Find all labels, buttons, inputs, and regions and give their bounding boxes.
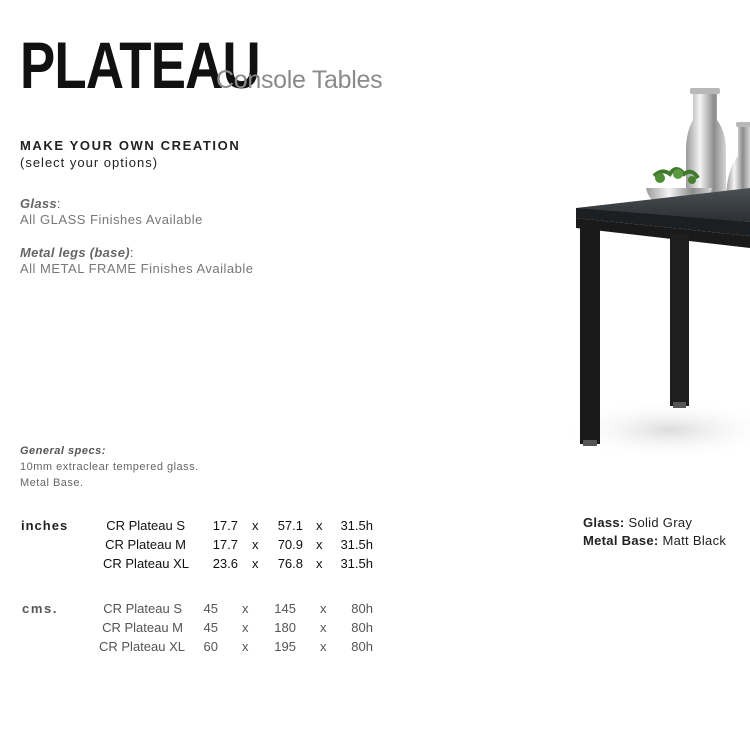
legs-option-label: Metal legs (base): (20, 245, 134, 260)
dim-width: 45 (203, 601, 218, 616)
glass-option-text: All GLASS Finishes Available (20, 212, 203, 227)
dim-separator: x (242, 620, 249, 635)
dim-height: 80h (351, 639, 373, 654)
dim-length: 57.1 (277, 518, 303, 533)
dim-height: 80h (351, 620, 373, 635)
dim-separator: x (320, 601, 327, 616)
dim-length: 76.8 (277, 556, 303, 571)
caption-metal-base: Metal Base: Matt Black (583, 533, 727, 548)
legs-option-text: All METAL FRAME Finishes Available (20, 261, 254, 276)
options-heading: MAKE YOUR OWN CREATION (20, 138, 241, 153)
product-image (550, 70, 750, 490)
dim-height: 80h (351, 601, 373, 616)
dim-width: 17.7 (212, 537, 238, 552)
dim-width: 17.7 (212, 518, 238, 533)
dim-length: 195 (274, 639, 296, 654)
dim-length: 145 (274, 601, 296, 616)
dim-length: 180 (274, 620, 296, 635)
model-name: CR Plateau M (105, 537, 186, 552)
options-subheading: (select your options) (20, 155, 159, 170)
dim-separator: x (252, 537, 259, 552)
dim-separator: x (242, 639, 249, 654)
model-name: CR Plateau M (102, 620, 183, 635)
dim-separator: x (320, 620, 327, 635)
dim-separator: x (252, 518, 259, 533)
dim-separator: x (316, 537, 323, 552)
dim-width: 23.6 (212, 556, 238, 571)
model-name: CR Plateau S (106, 518, 185, 533)
leg-foot (583, 440, 597, 446)
dim-height: 31.5h (340, 537, 373, 552)
dim-width: 45 (203, 620, 218, 635)
leg-foot (673, 402, 686, 408)
dim-separator: x (252, 556, 259, 571)
dim-length: 70.9 (277, 537, 303, 552)
dim-separator: x (242, 601, 249, 616)
caption-glass: Glass: Solid Gray (583, 515, 693, 530)
dim-height: 31.5h (340, 556, 373, 571)
dim-separator: x (316, 556, 323, 571)
model-name: CR Plateau XL (103, 556, 189, 571)
spec-line: 10mm extraclear tempered glass. (20, 461, 199, 473)
dim-height: 31.5h (340, 518, 373, 533)
brand-title: PLATEAU (20, 28, 260, 102)
model-name: CR Plateau XL (99, 639, 185, 654)
table-leg-back (670, 234, 689, 406)
page-subtitle: Console Tables (216, 66, 383, 94)
specs-heading: General specs: (20, 445, 106, 457)
table-leg-front (580, 222, 600, 444)
dim-width: 60 (203, 639, 218, 654)
spec-line: Metal Base. (20, 477, 84, 489)
unit-label-inches: inches (21, 518, 69, 533)
model-name: CR Plateau S (103, 601, 182, 616)
dim-separator: x (320, 639, 327, 654)
glass-option-label: Glass: (20, 196, 61, 211)
unit-label-cms: cms. (22, 601, 59, 616)
console-table-illustration (550, 70, 750, 490)
dim-separator: x (316, 518, 323, 533)
